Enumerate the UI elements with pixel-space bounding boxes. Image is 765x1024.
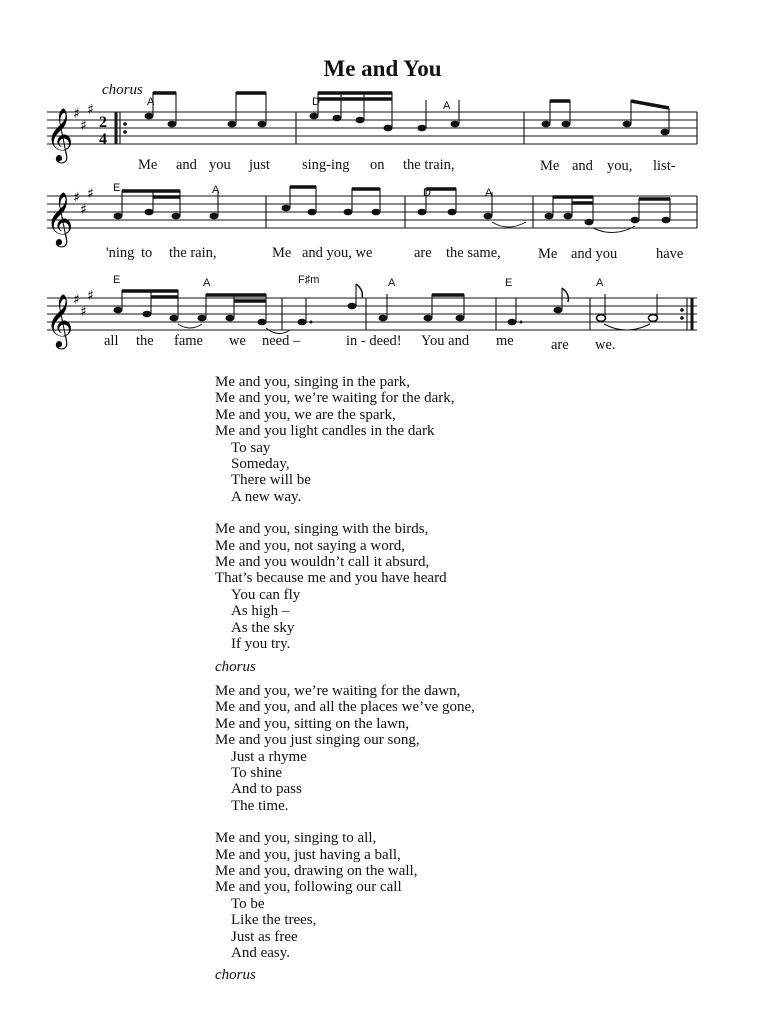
lyric-syllable: the bbox=[136, 333, 154, 349]
lyric-syllable: list- bbox=[653, 158, 676, 174]
verse-indented-line: To shine bbox=[231, 764, 283, 781]
verse-line: Me and you just singing our song, bbox=[215, 732, 420, 749]
verse-2 bbox=[215, 521, 475, 652]
lyric-syllable: and you, we bbox=[302, 245, 373, 261]
chorus-label: chorus bbox=[102, 82, 143, 98]
chord-symbol: F♯m bbox=[298, 274, 320, 286]
chord-symbol: E bbox=[113, 182, 121, 194]
chord-symbol: A bbox=[212, 184, 220, 196]
sharp-icon: ♯ bbox=[80, 202, 87, 218]
sharp-icon: ♯ bbox=[80, 118, 87, 134]
treble-clef-icon: 𝄞 bbox=[46, 293, 74, 347]
verse-1 bbox=[215, 374, 475, 505]
lyric-syllable: Me bbox=[538, 246, 558, 262]
time-signature: 4 bbox=[99, 131, 107, 148]
sharp-icon: ♯ bbox=[87, 288, 94, 304]
lyric-syllable: and bbox=[176, 157, 197, 173]
verse-indented-line: A new way. bbox=[231, 488, 302, 505]
verse-indented-line: And to pass bbox=[231, 781, 302, 798]
verse-line: Me and you light candles in the dark bbox=[215, 423, 435, 440]
lyric-syllable: and bbox=[572, 158, 593, 174]
chord-symbol: E bbox=[113, 274, 121, 286]
chorus-reference: chorus bbox=[215, 967, 256, 984]
chord-symbol: E bbox=[505, 277, 513, 289]
verse-line: Me and you, just having a ball, bbox=[215, 846, 401, 863]
lyric-syllable: are bbox=[414, 245, 432, 261]
lyric-syllable: the same, bbox=[446, 245, 501, 261]
lyric-syllable: just bbox=[249, 157, 270, 173]
verse-line: Me and you wouldn’t call it absurd, bbox=[215, 554, 430, 571]
lyric-syllable: are bbox=[551, 337, 569, 353]
sharp-icon: ♯ bbox=[87, 186, 94, 202]
lyric-syllable: need – bbox=[262, 333, 301, 349]
lyric-syllable: we bbox=[229, 333, 246, 349]
chord-symbol: D bbox=[312, 96, 320, 108]
lyric-syllable: me bbox=[496, 333, 514, 349]
verse-line: That’s because me and you have heard bbox=[215, 570, 447, 587]
lyric-syllable: all bbox=[104, 333, 119, 349]
treble-clef-icon: 𝄞 bbox=[46, 107, 74, 161]
lyric-syllable: fame bbox=[174, 333, 203, 349]
lyric-syllable: in - deed! bbox=[346, 333, 402, 349]
verse-line: Me and you, singing with the birds, bbox=[215, 521, 429, 538]
verse-4 bbox=[215, 830, 475, 961]
chord-symbol: D bbox=[423, 187, 431, 199]
verse-indented-line: If you try. bbox=[231, 636, 291, 653]
chord-symbol: A bbox=[596, 277, 604, 289]
verse-indented-line: Someday, bbox=[231, 456, 290, 473]
verse-indented-line: There will be bbox=[231, 472, 311, 489]
chorus-reference: chorus bbox=[215, 658, 256, 675]
lyric-syllable: sing-ing bbox=[302, 157, 350, 173]
lyric-syllable: to bbox=[141, 245, 153, 261]
page-title: Me and You bbox=[323, 56, 442, 81]
lyric-syllable: have bbox=[656, 246, 684, 262]
verse-line: Me and you, we are the spark, bbox=[215, 406, 396, 423]
lyric-syllable: on bbox=[370, 157, 385, 173]
verse-line: Me and you, we’re waiting for the dawn, bbox=[215, 682, 461, 699]
sharp-icon: ♯ bbox=[87, 102, 94, 118]
verse-indented-line: Just as free bbox=[231, 928, 298, 945]
verse-line: Me and you, we’re waiting for the dark, bbox=[215, 390, 455, 407]
lyric-syllable: 'ning bbox=[106, 245, 135, 261]
verse-line: Me and you, following our call bbox=[215, 879, 402, 896]
verse-indented-line: Just a rhyme bbox=[231, 748, 307, 765]
chord-symbol: A bbox=[388, 277, 396, 289]
sharp-icon: ♯ bbox=[73, 106, 80, 122]
chord-symbol: A bbox=[147, 96, 155, 108]
chord-symbol: A bbox=[443, 100, 451, 112]
lyric-syllable: Me bbox=[272, 245, 292, 261]
lyric-syllable: we. bbox=[595, 337, 616, 353]
verse-indented-line: And easy. bbox=[231, 945, 291, 961]
staff-2 bbox=[46, 186, 697, 247]
lyric-syllable: You and bbox=[421, 333, 470, 349]
time-signature: 2 bbox=[99, 114, 107, 131]
verse-3 bbox=[215, 683, 475, 814]
chord-symbol: A bbox=[485, 187, 493, 199]
chord-symbol: A bbox=[203, 277, 211, 289]
verse-line: Me and you, singing in the park, bbox=[215, 374, 410, 390]
verse-line: Me and you, not saying a word, bbox=[215, 537, 405, 554]
lyrics-body bbox=[215, 374, 475, 984]
sharp-icon: ♯ bbox=[80, 304, 87, 320]
verse-indented-line: To be bbox=[231, 895, 265, 912]
lyric-syllable: you, bbox=[607, 158, 633, 174]
verse-indented-line: Like the trees, bbox=[231, 912, 317, 929]
verse-indented-line: To say bbox=[231, 439, 271, 456]
sharp-icon: ♯ bbox=[73, 292, 80, 308]
verse-indented-line: You can fly bbox=[231, 586, 301, 603]
lyric-syllable: Me bbox=[540, 158, 560, 174]
verse-line: Me and you, drawing on the wall, bbox=[215, 862, 418, 879]
lyric-syllable: you bbox=[209, 157, 231, 173]
verse-indented-line: As the sky bbox=[231, 619, 295, 636]
treble-clef-icon: 𝄞 bbox=[46, 191, 74, 245]
staff-1 bbox=[46, 92, 697, 163]
sharp-icon: ♯ bbox=[73, 190, 80, 206]
lyric-syllable: Me bbox=[138, 157, 158, 173]
verse-line: Me and you, singing to all, bbox=[215, 830, 377, 847]
verse-line: Me and you, and all the places we’ve gone, bbox=[215, 699, 475, 716]
lyric-syllable: and you bbox=[571, 246, 618, 262]
verse-line: Me and you, sitting on the lawn, bbox=[215, 715, 410, 732]
verse-indented-line: The time. bbox=[231, 797, 289, 814]
lyric-syllable: the train, bbox=[403, 157, 455, 173]
lyric-syllable: the rain, bbox=[169, 245, 217, 261]
verse-indented-line: As high – bbox=[231, 603, 290, 620]
